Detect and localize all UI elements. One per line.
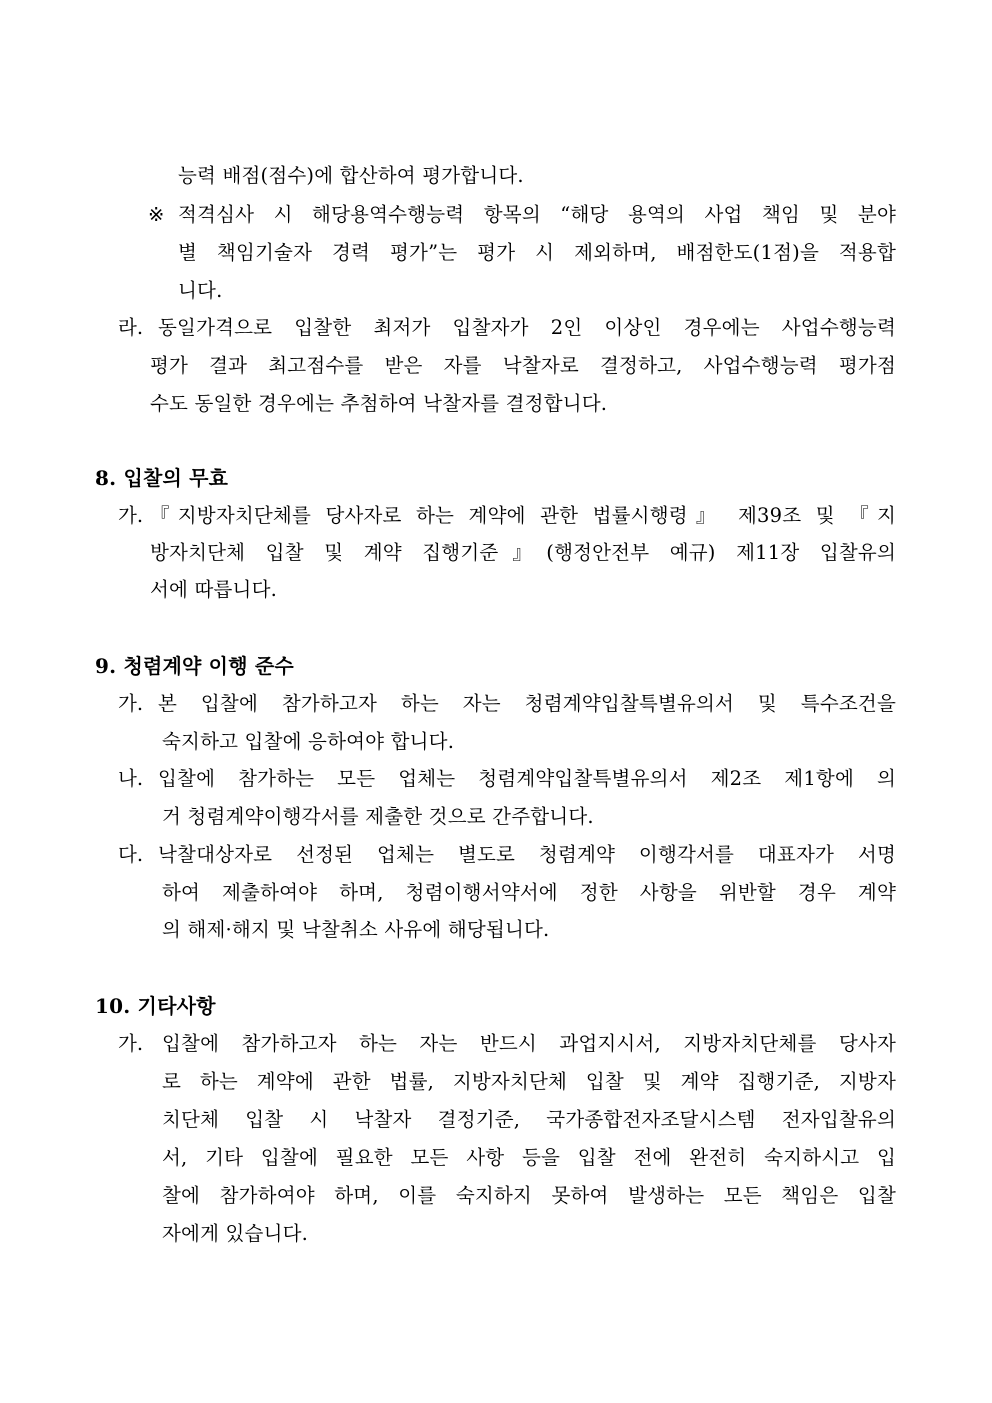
list-item-text: 방자치단체 입찰 및 계약 집행기준』(행정안전부 예규) 제11장 입찰유의 bbox=[150, 541, 896, 564]
list-item-text: 자에게 있습니다. bbox=[162, 1222, 309, 1245]
list-item-text: 의 해제·해지 및 낙찰취소 사유에 해당됩니다. bbox=[162, 918, 550, 941]
list-marker: 가. bbox=[118, 1032, 144, 1055]
list-marker: 라. bbox=[118, 316, 144, 339]
list-item-text: 입찰에 참가하고자 하는 자는 반드시 과업지시서, 지방자치단체를 당사자 bbox=[162, 1032, 896, 1055]
list-marker: 다. bbox=[118, 843, 144, 866]
section-heading: 10. 기타사항 bbox=[95, 994, 216, 1018]
list-item-text: 평가 결과 최고점수를 받은 자를 낙찰자로 결정하고, 사업수행능력 평가점 bbox=[150, 354, 896, 377]
list-item-text: 서에 따릅니다. bbox=[150, 578, 278, 601]
list-item-text: 로 하는 계약에 관한 법률, 지방자치단체 입찰 및 계약 집행기준, 지방자 bbox=[162, 1070, 896, 1093]
list-marker: 가. bbox=[118, 692, 144, 715]
section-heading: 8. 입찰의 무효 bbox=[95, 466, 229, 490]
list-item-text: 본 입찰에 참가하고자 하는 자는 청렴계약입찰특별유의서 및 특수조건을 bbox=[158, 692, 896, 715]
note-mark: ※ bbox=[148, 203, 165, 226]
list-item-text: 서, 기타 입찰에 필요한 모든 사항 등을 입찰 전에 완전히 숙지하시고 입 bbox=[162, 1146, 896, 1169]
list-item-text: 수도 동일한 경우에는 추첨하여 낙찰자를 결정합니다. bbox=[150, 392, 608, 415]
section-heading: 9. 청렴계약 이행 준수 bbox=[95, 654, 294, 678]
list-marker: 나. bbox=[118, 767, 144, 790]
list-item-text: 거 청렴계약이행각서를 제출한 것으로 간주합니다. bbox=[162, 805, 594, 828]
list-item-text: 찰에 참가하여야 하며, 이를 숙지하지 못하여 발생하는 모든 책임은 입찰 bbox=[162, 1184, 896, 1207]
list-item-text: 숙지하고 입찰에 응하여야 합니다. bbox=[162, 730, 455, 753]
note-text-line: 니다. bbox=[178, 279, 223, 302]
note-text-line: 적격심사 시 해당용역수행능력 항목의 “해당 용역의 사업 책임 및 분야 bbox=[178, 203, 896, 226]
list-item-text: 치단체 입찰 시 낙찰자 결정기준, 국가종합전자조달시스템 전자입찰유의 bbox=[162, 1108, 896, 1131]
list-item-text: 하여 제출하여야 하며, 청렴이행서약서에 정한 사항을 위반할 경우 계약 bbox=[162, 881, 896, 904]
body-text-line: 능력 배점(점수)에 합산하여 평가합니다. bbox=[178, 164, 524, 187]
list-marker: 가. bbox=[118, 504, 144, 527]
list-item-text: 입찰에 참가하는 모든 업체는 청렴계약입찰특별유의서 제2조 제1항에 의 bbox=[158, 767, 896, 790]
list-item-text: 낙찰대상자로 선정된 업체는 별도로 청렴계약 이행각서를 대표자가 서명 bbox=[158, 843, 896, 866]
list-item-text: 동일가격으로 입찰한 최저가 입찰자가 2인 이상인 경우에는 사업수행능력 bbox=[158, 316, 896, 339]
note-text-line: 별 책임기술자 경력 평가”는 평가 시 제외하며, 배점한도(1점)을 적용합 bbox=[178, 241, 896, 264]
list-item-text: 『지방자치단체를 당사자로 하는 계약에 관한 법률시행령』 제39조 및 『지 bbox=[150, 504, 896, 527]
